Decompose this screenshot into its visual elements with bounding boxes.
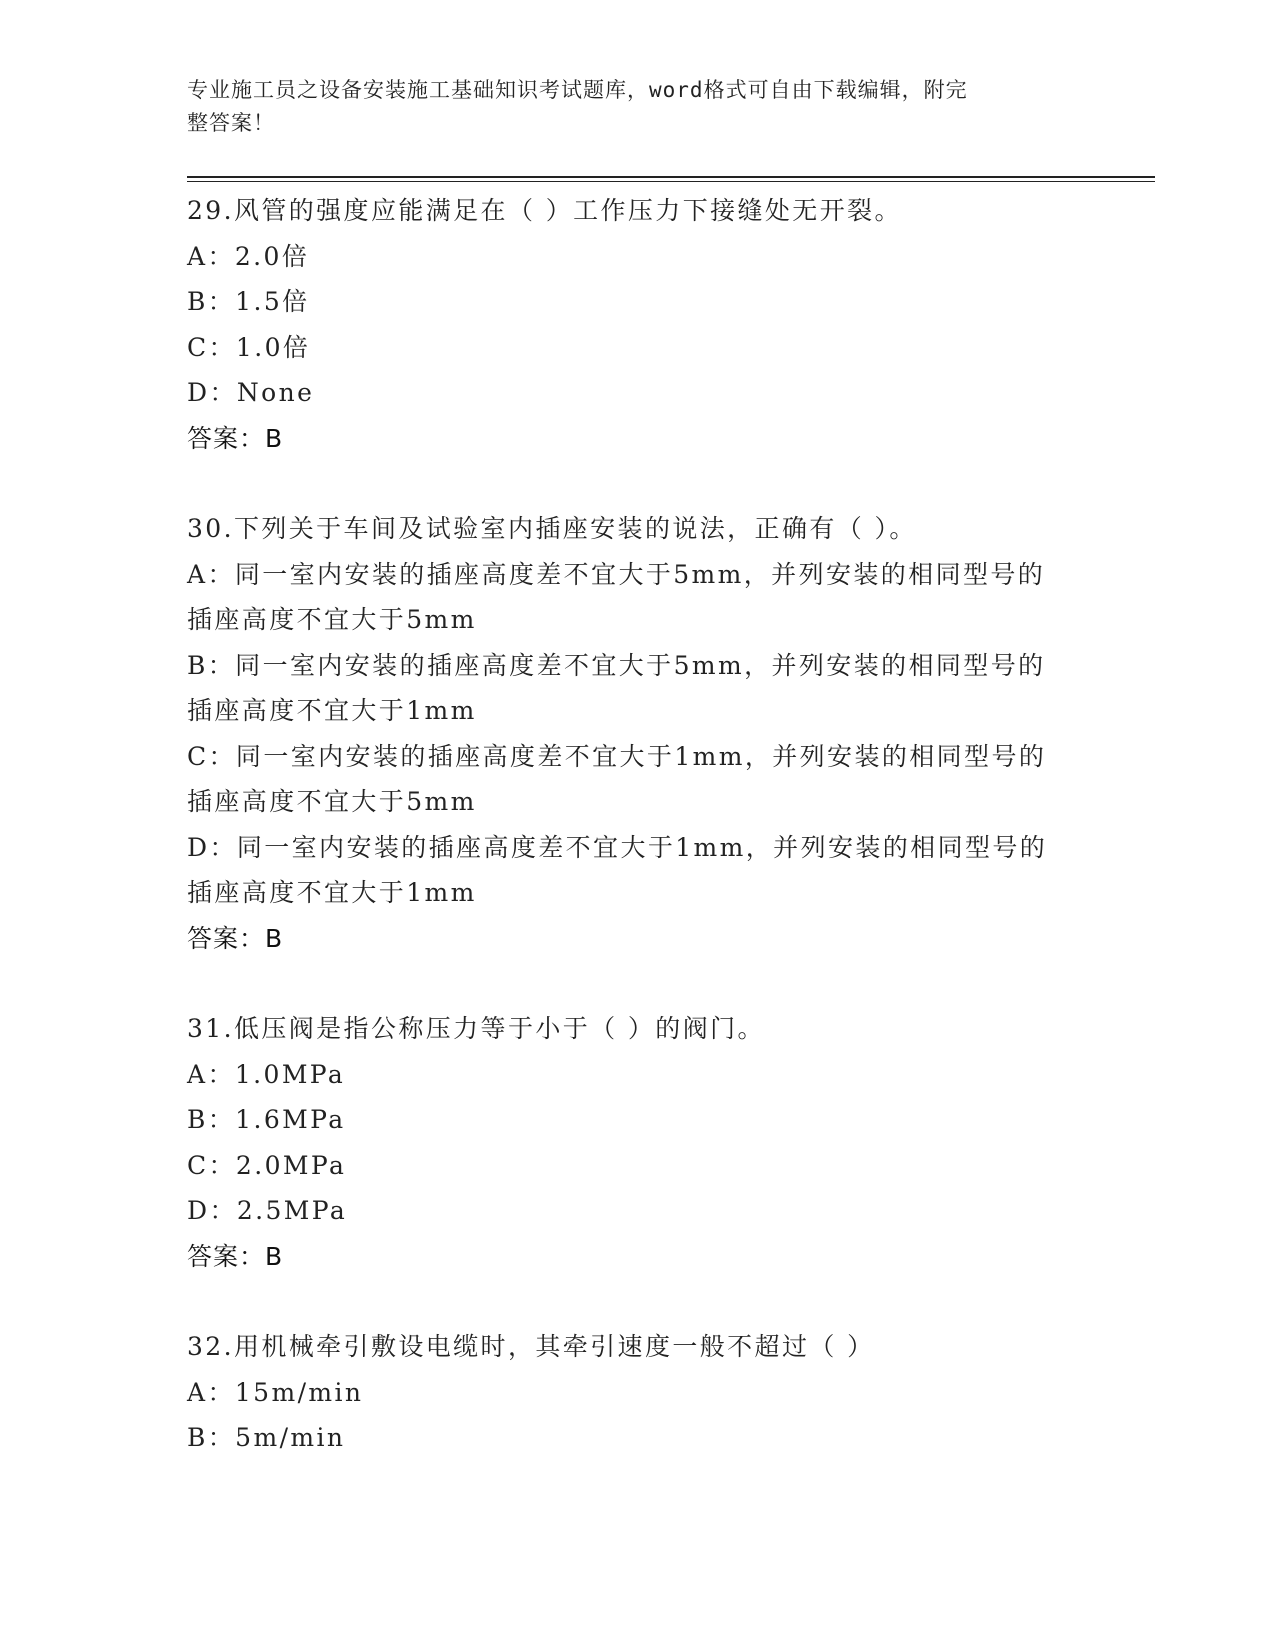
question-30	[187, 506, 1087, 961]
question-list	[187, 188, 1087, 1506]
option-d: D：None	[187, 378, 315, 407]
option-c-continued: 插座高度不宜大于5mm	[187, 787, 477, 816]
option-b: B：5m/min	[187, 1423, 346, 1452]
answer-label: 答案：B	[187, 423, 284, 453]
option-a-continued: 插座高度不宜大于5mm	[187, 605, 477, 634]
option-d: D：同一室内安装的插座高度差不宜大于1mm，并列安装的相同型号的	[187, 832, 1048, 862]
option-c: C：2.0MPa	[187, 1150, 347, 1180]
header-divider-thin	[187, 181, 1155, 182]
option-d: D：2.5MPa	[187, 1196, 348, 1225]
question-stem: 29.风管的强度应能满足在（ ）工作压力下接缝处无开裂。	[187, 196, 902, 225]
option-b: B：1.6MPa	[187, 1105, 346, 1134]
question-29	[187, 188, 1087, 461]
question-stem: 30.下列关于车间及试验室内插座安装的说法，正确有（ ）。	[187, 514, 917, 543]
option-c: C：同一室内安装的插座高度差不宜大于1mm，并列安装的相同型号的	[187, 741, 1047, 771]
option-d-continued: 插座高度不宜大于1mm	[187, 878, 477, 907]
document-header	[187, 74, 1087, 140]
option-b-continued: 插座高度不宜大于1mm	[187, 696, 477, 725]
option-a: A：2.0倍	[187, 241, 310, 271]
header-line-2: 整答案！	[187, 111, 275, 135]
option-b: B：1.5倍	[187, 287, 310, 316]
option-a: A：1.0MPa	[187, 1059, 346, 1089]
option-b: B：同一室内安装的插座高度差不宜大于5mm，并列安装的相同型号的	[187, 650, 1046, 680]
header-line-1: 专业施工员之设备安装施工基础知识考试题库，word格式可自由下载编辑，附完	[187, 78, 968, 102]
answer-label: 答案：B	[187, 1241, 284, 1271]
question-stem: 32.用机械牵引敷设电缆时，其牵引速度一般不超过（ ）	[187, 1332, 875, 1361]
option-a: A：15m/min	[187, 1377, 364, 1407]
question-stem: 31.低压阀是指公称压力等于小于（ ）的阀门。	[187, 1014, 765, 1043]
question-32	[187, 1324, 1087, 1461]
question-31	[187, 1006, 1087, 1279]
option-a: A：同一室内安装的插座高度差不宜大于5mm，并列安装的相同型号的	[187, 559, 1046, 589]
header-divider-thick	[187, 176, 1155, 178]
option-c: C：1.0倍	[187, 332, 311, 362]
answer-label: 答案：B	[187, 923, 284, 953]
